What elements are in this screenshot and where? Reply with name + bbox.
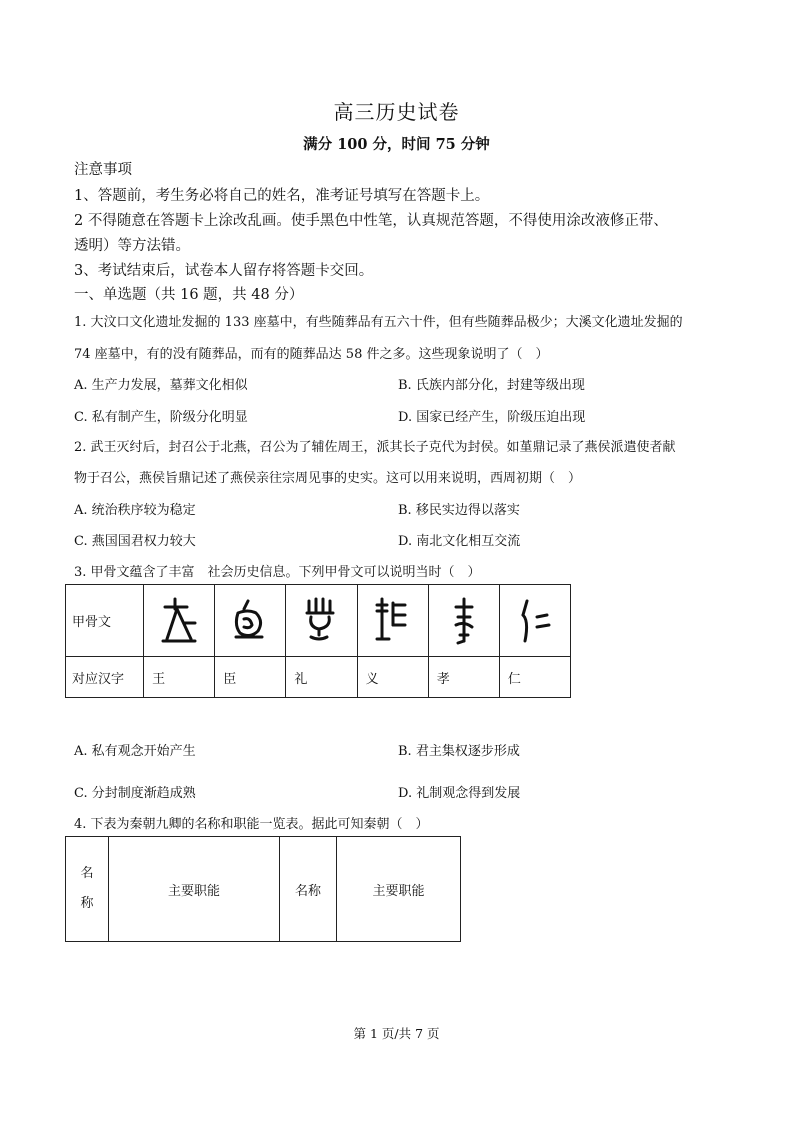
oracle-wang-icon — [144, 585, 215, 657]
oracle-ren-icon — [499, 585, 570, 657]
question-1-stem: 74 座墓中，有的没有随葬品，而有的随葬品达 58 件之多。这些现象说明了（ ） — [74, 347, 549, 362]
question-1-option-c: C. 私有制产生，阶级分化明显 — [74, 410, 248, 425]
question-3-option-b: B. 君主集权逐步形成 — [398, 744, 520, 759]
table-header-name — [66, 837, 109, 942]
question-2-option-b: B. 移民实边得以落实 — [398, 503, 520, 518]
modern-char: 臣 — [215, 657, 286, 698]
question-1-stem: 1. 大汶口文化遗址发掘的 133 座墓中，有些随葬品有五六十件，但有些随葬品极少；大溪文化遗址发掘的 — [74, 315, 683, 330]
question-2-option-a: A. 统治秩序较为稳定 — [74, 503, 196, 518]
oracle-bone-table — [65, 584, 571, 698]
oracle-li-icon — [286, 585, 357, 657]
oracle-chen-icon — [215, 585, 286, 657]
page-title: 高三历史试卷 — [333, 100, 460, 124]
question-2-stem: 2. 武王灭纣后，封召公于北燕，召公为了辅佐周王，派其长子克代为封侯。如堇鼎记录了燕侯派遣使者献 — [74, 440, 676, 455]
notice-item: 2 不得随意在答题卡上涂改乱画。使手黑色中性笔，认真规范答题，不得使用涂改液修正带、 — [74, 213, 668, 229]
question-3-option-c: C. 分封制度渐趋成熟 — [74, 786, 196, 801]
question-1-option-d: D. 国家已经产生，阶级压迫出现 — [398, 410, 586, 425]
question-3-option-a: A. 私有观念开始产生 — [74, 744, 196, 759]
question-4-stem: 4. 下表为秦朝九卿的名称和职能一览表。据此可知秦朝（ ） — [74, 817, 429, 832]
oracle-row-label: 甲骨文 — [66, 585, 144, 657]
table-header-name-2: 名称 — [280, 837, 337, 942]
modern-char: 礼 — [286, 657, 357, 698]
question-2-option-d: D. 南北文化相互交流 — [398, 534, 521, 549]
table-header-char: 称 — [80, 896, 94, 911]
notice-item: 1、答题前，考生务必将自己的姓名，准考证号填写在答题卡上。 — [74, 188, 490, 204]
section-heading: 一、单选题（共 16 题，共 48 分） — [74, 287, 304, 303]
notice-heading: 注意事项 — [74, 162, 132, 178]
question-2-option-c: C. 燕国国君权力较大 — [74, 534, 196, 549]
question-3-option-d: D. 礼制观念得到发展 — [398, 786, 521, 801]
exam-subtitle: 满分 100 分，时间 75 分钟 — [303, 136, 490, 153]
question-3-stem: 3. 甲骨文蕴含了丰富 社会历史信息。下列甲骨文可以说明当时（ ） — [74, 565, 481, 580]
table-header-duty: 主要职能 — [109, 837, 280, 942]
table-header-char: 名 — [80, 866, 94, 881]
notice-item: 透明）等方法错。 — [74, 238, 190, 254]
modern-char: 义 — [357, 657, 428, 698]
oracle-yi-icon — [357, 585, 428, 657]
oracle-row-label: 对应汉字 — [66, 657, 144, 698]
page-footer: 第 1 页/共 7 页 — [353, 1026, 440, 1041]
table-header-duty-2: 主要职能 — [337, 837, 461, 942]
modern-char: 仁 — [499, 657, 570, 698]
question-1-option-a: A. 生产力发展，墓葬文化相似 — [74, 378, 248, 393]
question-2-stem: 物于召公，燕侯旨鼎记述了燕侯亲往宗周见事的史实。这可以用来说明，西周初期（ ） — [74, 471, 582, 486]
modern-char: 孝 — [428, 657, 499, 698]
oracle-xiao-icon — [428, 585, 499, 657]
question-1-option-b: B. 氏族内部分化，封建等级出现 — [398, 378, 585, 393]
modern-char: 王 — [144, 657, 215, 698]
qin-ministers-table — [65, 836, 461, 942]
notice-item: 3、考试结束后，试卷本人留存将答题卡交回。 — [74, 263, 374, 279]
